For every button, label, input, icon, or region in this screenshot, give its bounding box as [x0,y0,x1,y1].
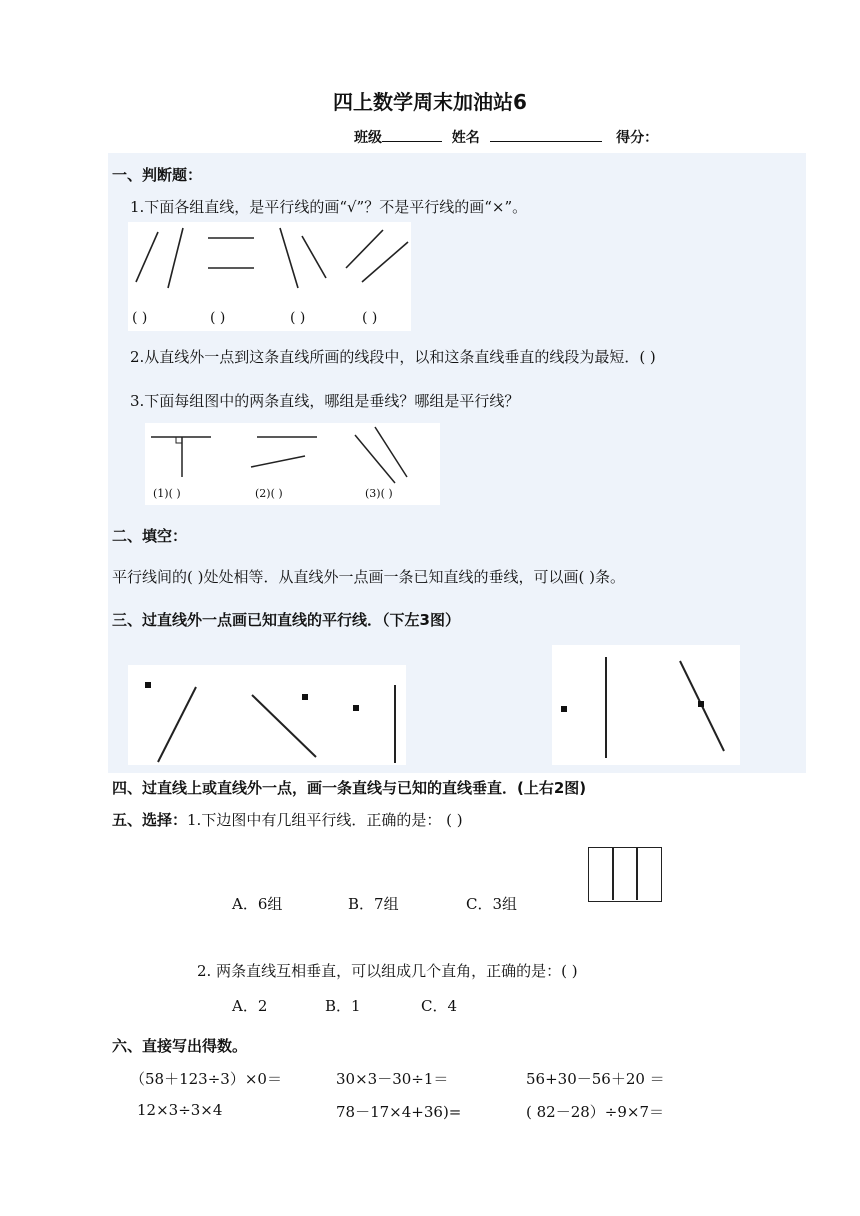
score-label: 得分： [616,130,659,146]
rectangle-figure [588,847,662,902]
s5-q1-option-b[interactable]: B．7组 [348,895,399,913]
section-2-heading: 二、填空： [112,527,188,545]
pair3-line-b [302,236,326,278]
calc-1-3: 56+30－56＋20 ＝ [526,1070,665,1088]
group2-answer[interactable]: (2)( ) [255,487,283,500]
section-5-heading: 五、选择： [112,811,188,829]
calc-2-1: 12×3÷3×4 [137,1101,223,1119]
calc-1-1: （58＋123÷3）×0＝ [130,1070,282,1088]
group3-answer[interactable]: (3)( ) [365,487,393,500]
point-2 [302,694,308,700]
s5-question-2: 2. 两条直线互相垂直，可以组成几个直角，正确的是：( ) [197,962,578,980]
point-3 [353,705,359,711]
group1-answer[interactable]: (1)( ) [153,487,181,500]
name-label: 姓名 [451,130,480,146]
page-title: 四上数学周末加油站6 [333,90,527,114]
s5-question-1-row [112,809,463,830]
s5-q2-option-c[interactable]: C．4 [421,997,458,1015]
section-1-heading: 一、判断题： [112,166,203,184]
parallel-draw-figure [128,665,406,765]
pair4-line-a [346,230,383,268]
pair4-answer[interactable]: ( ) [362,310,378,326]
pair3-answer[interactable]: ( ) [290,310,306,326]
pair2-answer[interactable]: ( ) [210,310,226,326]
perp-par-svg [145,423,440,505]
s5-q2-option-b[interactable]: B．1 [325,997,361,1015]
s5-q2-option-a[interactable]: A．2 [232,997,268,1015]
section-4-heading: 四、过直线上或直线外一点，画一条直线与已知的直线垂直．(上右2图) [112,779,587,797]
class-blank[interactable] [382,127,442,142]
section-3-heading: 三、过直线外一点画已知直线的平行线．（下左3图） [112,611,460,629]
s2-fill-text: 平行线间的( )处处相等．从直线外一点画一条已知直线的垂线，可以画( )条。 [112,568,625,586]
s5-q1-option-a[interactable]: A．6组 [232,895,283,913]
header-row [354,127,658,147]
class-label: 班级 [354,130,382,146]
given-line-2 [252,695,316,757]
pair1-answer[interactable]: ( ) [132,310,148,326]
group2-line-b [251,456,305,467]
perpendicular-draw-svg [552,645,740,765]
parallel-draw-svg [128,665,406,765]
s5-question-1: 1.下边图中有几组平行线．正确的是： ( ) [187,811,463,829]
s5-q1-option-c[interactable]: C．3组 [466,895,518,913]
point-4 [561,706,567,712]
rect-divider-1 [612,848,614,900]
calc-2-2: 78－17×4+36)= [336,1103,462,1121]
pair1-line-b [168,228,183,288]
rect-divider-2 [636,848,638,900]
point-1 [145,682,151,688]
right-angle-mark [176,437,182,443]
perpendicular-draw-figure [552,645,740,765]
pair3-line-a [280,228,298,288]
s1-question-3: 3.下面每组图中的两条直线，哪组是垂线？哪组是平行线？ [130,392,520,410]
section-6-heading: 六、直接写出得数。 [112,1037,248,1055]
perpendicular-parallel-figure [145,423,440,505]
group3-line-b [355,435,395,483]
s1-question-1: 1.下面各组直线，是平行线的画“√”？不是平行线的画“×”。 [130,198,528,216]
calc-2-3: ( 82－28）÷9×7＝ [526,1103,665,1121]
group3-line-a [375,427,407,477]
s1-question-2: 2.从直线外一点到这条直线所画的线段中，以和这条直线垂直的线段为最短．( ) [130,348,656,366]
pair4-line-b [362,242,408,282]
parallel-check-figure [128,222,411,331]
given-line-1 [158,687,196,762]
pair1-line-a [136,232,158,282]
point-5 [698,701,704,707]
name-blank[interactable] [490,127,602,142]
calc-1-2: 30×3－30÷1＝ [336,1070,449,1088]
